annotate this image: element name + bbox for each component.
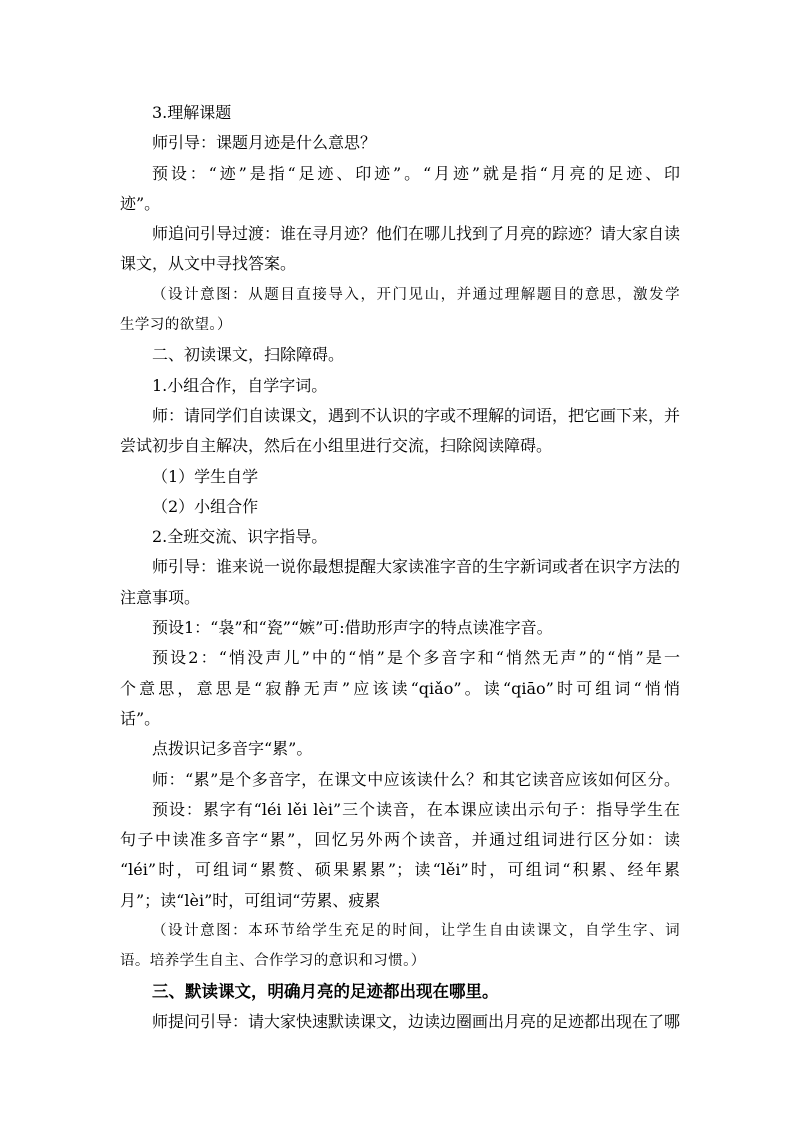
text-line: 预设1：“袅”和“瓷”“嫉”可:借助形声字的特点读准字音。 (152, 618, 553, 638)
text-line: 个意思，意思是“寂静无声”应该读“qiǎo”。读“qiāo”时可组词“悄悄 (120, 678, 680, 698)
design-note-line: （设计意图：本环节给学生充足的时间，让学生自由读课文，自学生字、词 (152, 923, 680, 940)
text-line: 月”；读“lèi”时，可组词“劳累、疲累 (120, 890, 381, 910)
text-line: 师引导：谁来说一说你最想提醒大家读准字音的生字新词或者在识字方法的 (152, 557, 680, 577)
text-line: 点拨识记多音字“累”。 (152, 739, 313, 759)
text-line: 师追问引导过渡：谁在寻月迹？他们在哪儿找到了月亮的踪迹？请大家自读 (152, 224, 680, 244)
text-line: 3.理解课题 (152, 103, 232, 122)
text-line: 二、初读课文，扫除障碍。 (152, 345, 345, 365)
text-line: 2.全班交流、识字指导。 (152, 527, 328, 547)
design-note-line: 生学习的欲望。） (120, 317, 232, 334)
text-line: 预设2：“悄没声儿”中的“悄”是个多音字和“悄然无声”的“悄”是一 (152, 648, 680, 668)
text-line: 师提问引导：请大家快速默读课文，边读边圈画出月亮的足迹都出现在了哪 (152, 1011, 680, 1031)
text-line: “léi”时，可组词“累赘、硕果累累”；读“lěi”时，可组词“积累、经年累 (120, 860, 680, 880)
text-line: 师引导：课题月迹是什么意思？ (152, 133, 377, 153)
section-heading: 三、默读课文，明确月亮的足迹都出现在哪里。 (152, 981, 499, 1001)
text-line: 课文，从文中寻找答案。 (120, 254, 297, 274)
text-line: 1.小组合作，自学字词。 (152, 375, 328, 395)
text-line: （2）小组合作 (152, 496, 259, 516)
text-line: 预设：“迹”是指“足迹、印迹”。“月迹”就是指“月亮的足迹、印 (152, 163, 680, 183)
text-line: 预设：累字有“léi lěi lèi”三个读音，在本课应读出示句子：指导学生在 (152, 799, 680, 819)
text-line: 注意事项。 (120, 587, 201, 607)
text-line: 话”。 (120, 708, 161, 728)
text-line: （1）学生自学 (152, 466, 259, 486)
text-line: 师：请同学们自读课文，遇到不认识的字或不理解的词语，把它画下来，并 (152, 405, 680, 425)
text-line: 尝试初步自主解决，然后在小组里进行交流，扫除阅读障碍。 (120, 436, 553, 456)
text-line: 句子中读准多音字“累”，回忆另外两个读音，并通过组词进行区分如：读 (120, 830, 680, 850)
document-body (120, 98, 680, 1037)
text-line: 师：“累”是个多音字，在课文中应该读什么？和其它读音应该如何区分。 (152, 769, 680, 789)
design-note-line: （设计意图：从题目直接导入，开门见山，并通过理解题目的意思，激发学 (152, 286, 680, 303)
text-line: 迹”。 (120, 193, 161, 213)
design-note-line: 语。培养学生自主、合作学习的意识和习惯。） (120, 953, 426, 970)
